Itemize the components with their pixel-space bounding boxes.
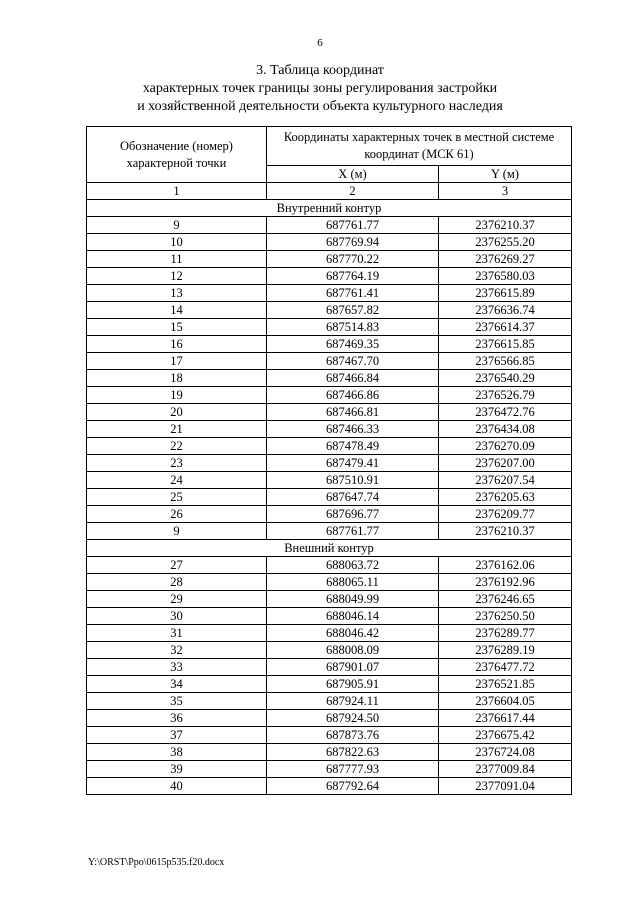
x-coordinate-cell: 687467.70	[267, 353, 439, 370]
point-number-cell: 39	[87, 761, 267, 778]
table-row	[87, 353, 572, 370]
x-coordinate-cell: 688046.14	[267, 608, 439, 625]
table-row	[87, 710, 572, 727]
point-number-cell: 25	[87, 489, 267, 506]
point-number-cell: 9	[87, 217, 267, 234]
x-coordinate-cell: 687761.77	[267, 217, 439, 234]
table-row	[87, 659, 572, 676]
table-row	[87, 761, 572, 778]
y-coordinate-cell: 2376207.54	[439, 472, 572, 489]
coordinates-table	[86, 126, 572, 795]
y-coordinate-cell: 2376270.09	[439, 438, 572, 455]
y-coordinate-cell: 2376604.05	[439, 693, 572, 710]
section-title: Внешний контур	[87, 540, 572, 557]
y-coordinate-cell: 2376210.37	[439, 523, 572, 540]
x-coordinate-cell: 688008.09	[267, 642, 439, 659]
point-number-cell: 37	[87, 727, 267, 744]
x-coordinate-cell: 687696.77	[267, 506, 439, 523]
point-number-cell: 14	[87, 302, 267, 319]
point-number-cell: 17	[87, 353, 267, 370]
x-coordinate-cell: 687769.94	[267, 234, 439, 251]
x-coordinate-cell: 687924.11	[267, 693, 439, 710]
point-number-cell: 10	[87, 234, 267, 251]
table-row	[87, 404, 572, 421]
header-x: X (м)	[267, 166, 439, 183]
x-coordinate-cell: 687514.83	[267, 319, 439, 336]
point-number-cell: 40	[87, 778, 267, 795]
section-header-row	[87, 200, 572, 217]
col-number-2: 2	[267, 183, 439, 200]
table-row	[87, 523, 572, 540]
point-number-cell: 27	[87, 557, 267, 574]
x-coordinate-cell: 688065.11	[267, 574, 439, 591]
point-number-cell: 34	[87, 676, 267, 693]
y-coordinate-cell: 2376615.85	[439, 336, 572, 353]
y-coordinate-cell: 2376434.08	[439, 421, 572, 438]
y-coordinate-cell: 2376192.96	[439, 574, 572, 591]
table-row	[87, 489, 572, 506]
table-row	[87, 319, 572, 336]
table-row	[87, 574, 572, 591]
x-coordinate-cell: 687901.07	[267, 659, 439, 676]
title-line-3: и хозяйственной деятельности объекта культурного наследия	[137, 99, 503, 114]
x-coordinate-cell: 687905.91	[267, 676, 439, 693]
y-coordinate-cell: 2376617.44	[439, 710, 572, 727]
x-coordinate-cell: 687657.82	[267, 302, 439, 319]
y-coordinate-cell: 2376162.06	[439, 557, 572, 574]
table-row	[87, 234, 572, 251]
title-line-2: характерных точек границы зоны регулирования застройки	[142, 81, 498, 96]
x-coordinate-cell: 687873.76	[267, 727, 439, 744]
file-path-footer: Y:\ORST\Ppo\0615p535.f20.docx	[88, 857, 225, 868]
x-coordinate-cell: 687647.74	[267, 489, 439, 506]
table-row	[87, 302, 572, 319]
point-number-cell: 23	[87, 455, 267, 472]
table-row	[87, 727, 572, 744]
point-number-cell: 32	[87, 642, 267, 659]
point-number-cell: 31	[87, 625, 267, 642]
y-coordinate-cell: 2376207.00	[439, 455, 572, 472]
document-title	[0, 62, 640, 116]
x-coordinate-cell: 687822.63	[267, 744, 439, 761]
table-row	[87, 557, 572, 574]
table-row	[87, 217, 572, 234]
y-coordinate-cell: 2376255.20	[439, 234, 572, 251]
table-row	[87, 336, 572, 353]
y-coordinate-cell: 2376724.08	[439, 744, 572, 761]
y-coordinate-cell: 2376250.50	[439, 608, 572, 625]
point-number-cell: 13	[87, 285, 267, 302]
header-point-designation: Обозначение (номер) характерной точки	[87, 127, 267, 183]
y-coordinate-cell: 2376205.63	[439, 489, 572, 506]
y-coordinate-cell: 2376289.77	[439, 625, 572, 642]
table-body	[87, 200, 572, 795]
point-number-cell: 21	[87, 421, 267, 438]
point-number-cell: 35	[87, 693, 267, 710]
y-coordinate-cell: 2377091.04	[439, 778, 572, 795]
table-row	[87, 455, 572, 472]
x-coordinate-cell: 687469.35	[267, 336, 439, 353]
title-line-1: 3. Таблица координат	[256, 63, 384, 78]
y-coordinate-cell: 2376675.42	[439, 727, 572, 744]
point-number-cell: 28	[87, 574, 267, 591]
table-row	[87, 387, 572, 404]
header-coordinates: Координаты характерных точек в местной системе координат (МСК 61)	[267, 127, 572, 166]
x-coordinate-cell: 687478.49	[267, 438, 439, 455]
table-row	[87, 591, 572, 608]
table-row	[87, 268, 572, 285]
x-coordinate-cell: 687479.41	[267, 455, 439, 472]
y-coordinate-cell: 2376521.85	[439, 676, 572, 693]
y-coordinate-cell: 2376580.03	[439, 268, 572, 285]
col-number-1: 1	[87, 183, 267, 200]
col-number-3: 3	[439, 183, 572, 200]
point-number-cell: 11	[87, 251, 267, 268]
table-row	[87, 370, 572, 387]
point-number-cell: 33	[87, 659, 267, 676]
x-coordinate-cell: 688063.72	[267, 557, 439, 574]
x-coordinate-cell: 687466.81	[267, 404, 439, 421]
table-row	[87, 438, 572, 455]
table-row	[87, 693, 572, 710]
x-coordinate-cell: 687761.41	[267, 285, 439, 302]
y-coordinate-cell: 2376540.29	[439, 370, 572, 387]
y-coordinate-cell: 2376269.27	[439, 251, 572, 268]
point-number-cell: 36	[87, 710, 267, 727]
point-number-cell: 18	[87, 370, 267, 387]
table-row	[87, 251, 572, 268]
point-number-cell: 30	[87, 608, 267, 625]
point-number-cell: 19	[87, 387, 267, 404]
y-coordinate-cell: 2376526.79	[439, 387, 572, 404]
x-coordinate-cell: 687466.86	[267, 387, 439, 404]
point-number-cell: 15	[87, 319, 267, 336]
table-row	[87, 625, 572, 642]
section-header-row	[87, 540, 572, 557]
y-coordinate-cell: 2377009.84	[439, 761, 572, 778]
table-row	[87, 608, 572, 625]
y-coordinate-cell: 2376472.76	[439, 404, 572, 421]
point-number-cell: 26	[87, 506, 267, 523]
table-row	[87, 472, 572, 489]
x-coordinate-cell: 687466.33	[267, 421, 439, 438]
table-row	[87, 642, 572, 659]
y-coordinate-cell: 2376615.89	[439, 285, 572, 302]
table-row	[87, 506, 572, 523]
point-number-cell: 24	[87, 472, 267, 489]
point-number-cell: 29	[87, 591, 267, 608]
y-coordinate-cell: 2376614.37	[439, 319, 572, 336]
point-number-cell: 16	[87, 336, 267, 353]
y-coordinate-cell: 2376289.19	[439, 642, 572, 659]
point-number-cell: 12	[87, 268, 267, 285]
x-coordinate-cell: 688046.42	[267, 625, 439, 642]
table-row	[87, 778, 572, 795]
x-coordinate-cell: 687761.77	[267, 523, 439, 540]
y-coordinate-cell: 2376210.37	[439, 217, 572, 234]
y-coordinate-cell: 2376246.65	[439, 591, 572, 608]
y-coordinate-cell: 2376636.74	[439, 302, 572, 319]
point-number-cell: 22	[87, 438, 267, 455]
table-row	[87, 676, 572, 693]
y-coordinate-cell: 2376209.77	[439, 506, 572, 523]
x-coordinate-cell: 687792.64	[267, 778, 439, 795]
x-coordinate-cell: 687466.84	[267, 370, 439, 387]
x-coordinate-cell: 687764.19	[267, 268, 439, 285]
y-coordinate-cell: 2376477.72	[439, 659, 572, 676]
section-title: Внутренний контур	[87, 200, 572, 217]
header-y: Y (м)	[439, 166, 572, 183]
x-coordinate-cell: 687510.91	[267, 472, 439, 489]
point-number-cell: 20	[87, 404, 267, 421]
x-coordinate-cell: 687770.22	[267, 251, 439, 268]
point-number-cell: 38	[87, 744, 267, 761]
y-coordinate-cell: 2376566.85	[439, 353, 572, 370]
point-number-cell: 9	[87, 523, 267, 540]
x-coordinate-cell: 688049.99	[267, 591, 439, 608]
table-row	[87, 744, 572, 761]
table-row	[87, 285, 572, 302]
x-coordinate-cell: 687777.93	[267, 761, 439, 778]
table-row	[87, 421, 572, 438]
x-coordinate-cell: 687924.50	[267, 710, 439, 727]
page-number: 6	[317, 37, 323, 49]
